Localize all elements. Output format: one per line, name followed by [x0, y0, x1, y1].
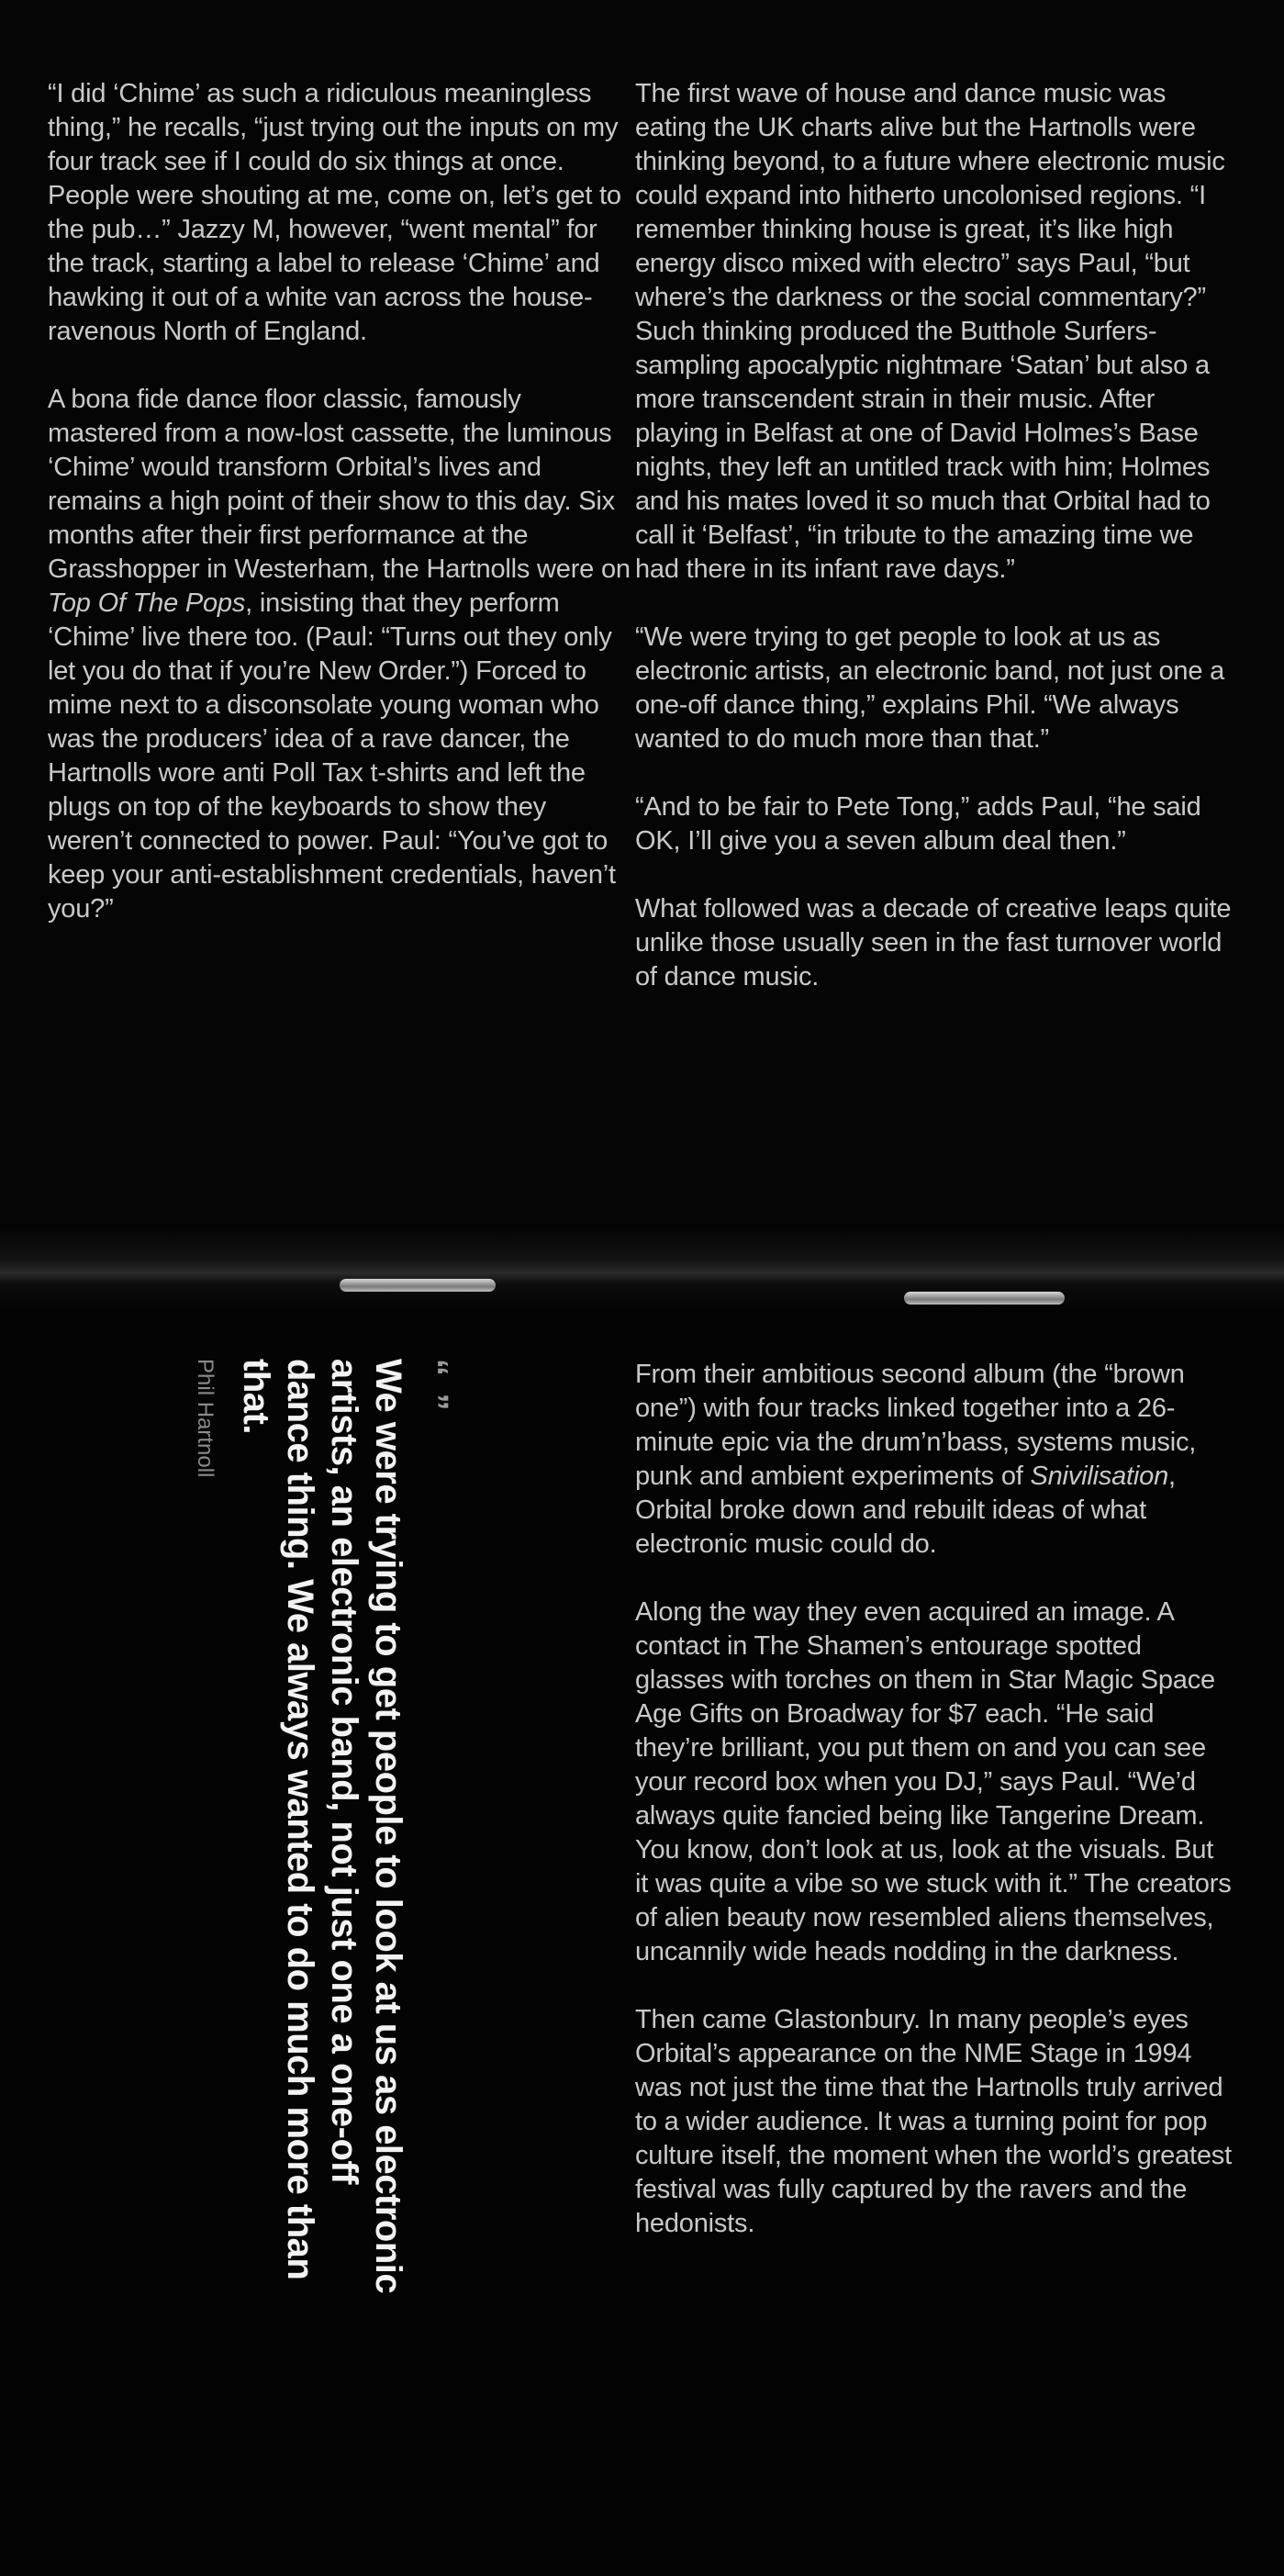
pull-quote-text: We were trying to get people to look at us as electronic artists, an electronic band, not just one a one-off dance thing. We always wanted to do much more than that. [236, 1359, 408, 2294]
pull-quote [50, 1359, 454, 2295]
quote-marks-icon: “ ” [416, 1359, 454, 1415]
booklet-fold [0, 1230, 1284, 1313]
article-column-bottom-right [635, 1358, 1232, 2275]
staple-left [340, 1279, 496, 1292]
article-column-top-right [635, 77, 1232, 1028]
paragraph-top-of-the-pops [48, 383, 635, 926]
staple-right [904, 1292, 1065, 1305]
paragraph-chime-origin: “I did ‘Chime’ as such a ridiculous meaningless thing,” he recalls, “just trying out the inputs on my four track see if I could do six things at once. People were shouting at me, come on, let’s get to the pub…” Jazzy M, however, “went mental” for the track, starting a label to release ‘Chime’ and hawking it out of a white van across the house-ravenous North of England. [48, 79, 621, 346]
paragraph-text: From their ambitious second album (the “brown one”) with four tracks linked together into a 26-minute epic via the drum’n’bass, systems music, punk and ambient experiments of [635, 1360, 1197, 1491]
paragraph-decade: What followed was a decade of creative leaps quite unlike those usually seen in the fast turnover world of dance music. [635, 894, 1232, 991]
paragraph-pete-tong: “And to be fair to Pete Tong,” adds Paul, “he said OK, I’ll give you a seven album deal then.” [635, 792, 1201, 856]
paragraph-phil-quote: “We were trying to get people to look at us as electronic artists, an electronic band, not just one a one-off dance thing,” explains Phil. “We always wanted to do much more than that.” [635, 622, 1225, 754]
paragraph-image: Along the way they even acquired an image. A contact in The Shamen’s entourage spotted glasses with torches on them in Star Magic Space Age Gifts on Broadway for $7 each. “He said they’re brilliant, you put them on and you can see your record box when you DJ,” says Paul. “We’d always quite fancied being like Tangerine Dream. You know, don’t look at us, look at the visuals. But it was quite a vibe so we stuck with it.” The creators of alien beauty now resembled aliens themselves, uncannily wide heads nodding in the darkness. [635, 1597, 1232, 1966]
paragraph-glastonbury: Then came Glastonbury. In many people’s eyes Orbital’s appearance on the NME Stage in 1994 was not just the time that the Hartnolls truly arrived to a wider audience. It was a turning point for pop culture itself, the moment when the world’s greatest festival was fully captured by the ravers and the hedonists. [635, 2005, 1232, 2238]
article-column-top-left [48, 77, 635, 960]
show-title: Top Of The Pops [48, 588, 246, 618]
album-title: Snivilisation [1030, 1462, 1169, 1491]
paragraph-text: A bona fide dance floor classic, famously mastered from a now-lost cassette, the luminous ‘Chime’ would transform Orbital’s lives and remains a high point of their show to this day. Six months after their first performance at the Grasshopper in Westerham, the Hartnolls were on [48, 385, 631, 584]
paragraph-second-album [635, 1358, 1232, 1562]
paragraph-text: , Orbital broke down and rebuilt ideas of what electronic music could do. [635, 1462, 1176, 1559]
pull-quote-credit: Phil Hartnoll [193, 1359, 218, 1478]
paragraph-first-wave: The first wave of house and dance music was eating the UK charts alive but the Hartnolls were thinking beyond, to a future where electronic music could expand into hitherto uncolonised regions. “I remember thinking house is great, it’s like high energy disco mixed with electro” says Paul, “but where’s the darkness or the social commentary?” Such thinking produced the Butthole Surfers-sampling apocalyptic nightmare ‘Satan’ but also a more transcendent strain in their music. After playing in Belfast at one of David Holmes’s Base nights, they left an untitled track with him; Holmes and his mates loved it so much that Orbital had to call it ‘Belfast’, “in tribute to the amazing time we had there in its infant rave days.” [635, 79, 1225, 584]
paragraph-text: , insisting that they perform ‘Chime’ live there too. (Paul: “Turns out they only let you do that if you’re New Order.”) Forced to mime next to a disconsolate young woman who was the producers’ idea of a rave dancer, the Hartnolls wore anti Poll Tax t-shirts and left the plugs on top of the keyboards to show they weren’t connected to power. Paul: “You’ve got to keep your anti-establishment credentials, haven’t you?” [48, 588, 616, 924]
